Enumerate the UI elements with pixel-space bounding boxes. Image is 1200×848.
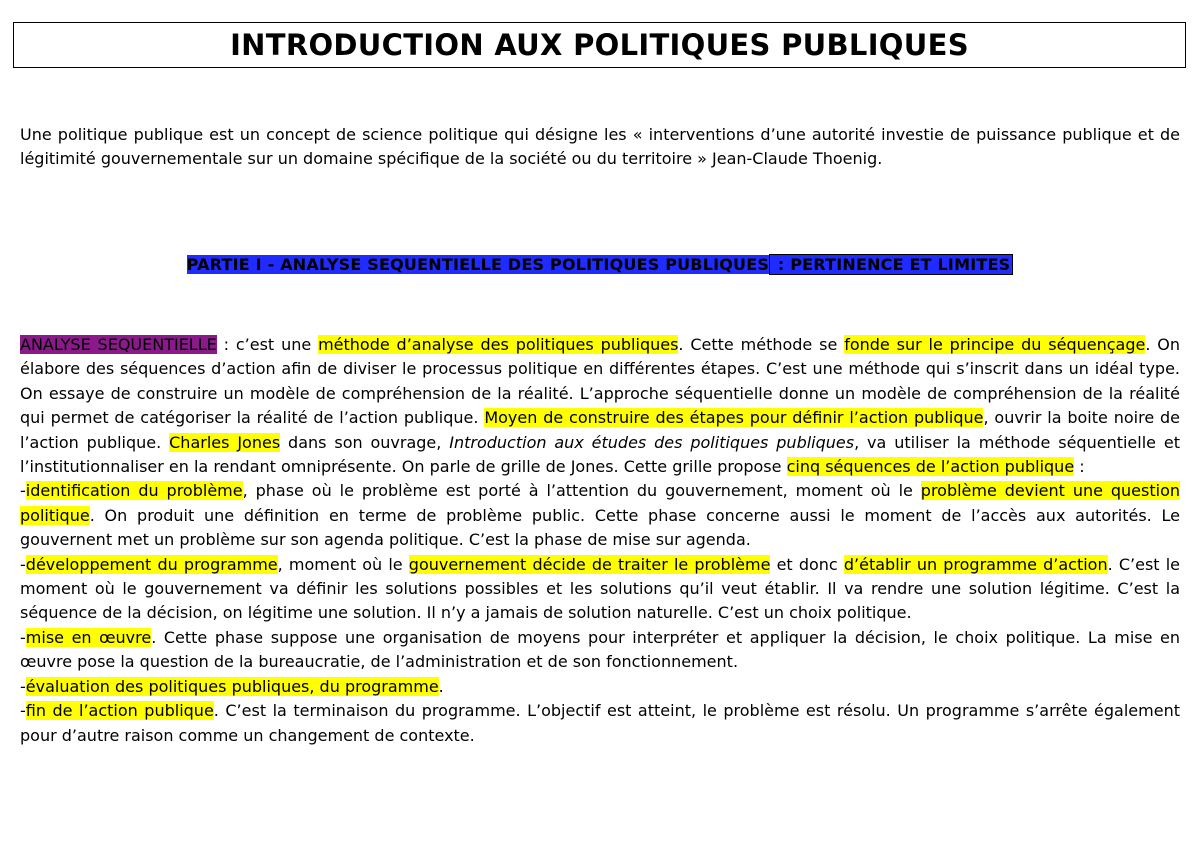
text-run: . Cette méthode se: [678, 335, 845, 354]
highlight-text: Moyen de construire des étapes pour définir l’action publique: [484, 408, 984, 428]
list-item: [20, 699, 1180, 748]
list-item: [20, 553, 1180, 626]
highlight-text: évaluation des politiques publiques, du programme: [25, 676, 439, 696]
text-run: . On produit une définition en terme de problème public. Cette phase concerne aussi le moment de l’accès aux autorités. Le gouvernent met un problème sur son agenda politique. C’est la phase de mise sur agenda.: [20, 505, 1180, 550]
highlight-text: identification du problème: [25, 481, 243, 501]
text-run: , moment où le: [277, 554, 409, 574]
list-item: [20, 479, 1180, 552]
text-run: .: [438, 676, 444, 696]
highlight-text: gouvernement décide de traiter le problème: [408, 554, 771, 574]
text-run: . C’est la terminaison du programme. L’objectif est atteint, le problème est résolu. Un programme s’arrête également pour d’autre raison comme un changement de contexte.: [20, 701, 1180, 745]
part-heading-subtitle: : PERTINENCE ET LIMITES: [769, 254, 1013, 275]
body-text: [20, 333, 1180, 748]
text-run: . C’est le moment où le gouvernement va définir les solutions possibles et les solutions qu’il veut établir. Il va rendre une solution légitime. C’est la séquence de la décision, on légitime une solution. Il n’y a jamais de solution naturelle. C’est un choix politique.: [20, 554, 1180, 623]
highlight-text: développement du programme: [25, 554, 278, 574]
part-heading: [187, 253, 1014, 277]
highlight-text: fin de l’action publique: [25, 701, 214, 721]
text-run: : c’est une: [216, 335, 319, 354]
title-box: [13, 22, 1186, 68]
highlight-text: méthode d’analyse des politiques publiques: [318, 335, 679, 354]
term-analyse-sequentielle: ANALYSE SEQUENTIELLE: [20, 335, 217, 354]
text-run: dans son ouvrage,: [280, 432, 450, 452]
text-run: -: [20, 676, 26, 696]
text-run: -: [20, 627, 26, 647]
highlight-text: cinq séquences de l’action publique: [786, 457, 1075, 477]
text-run: , phase où le problème est porté à l’attention du gouvernement, moment où le: [242, 481, 921, 501]
text-run: -: [20, 554, 26, 574]
part-heading-wrap: [0, 253, 1200, 277]
highlight-text: mise en œuvre: [25, 627, 152, 647]
highlight-text: Charles Jones: [169, 432, 281, 452]
intro-paragraph: Une politique publique est un concept de science politique qui désigne les « interventions d’une autorité investie de puissance publique et de légitimité gouvernementale sur un domaine spécifique de la société ou du territoire » Jean-Claude Thoenig.: [20, 125, 1180, 169]
text-run: . Cette phase suppose une organisation de moyens pour interpréter et appliquer la décision, le choix politique. La mise en œuvre pose la question de la bureaucratie, de l’administration et de son fonctionnement.: [20, 627, 1181, 672]
text-run: , ouvrir la boite noire de l’action publique.: [20, 408, 1181, 452]
text-run: et donc: [770, 554, 844, 574]
list-item: [20, 626, 1180, 675]
highlight-text: problème devient une question politique: [20, 481, 1180, 525]
text-run: , va utiliser la méthode séquentielle et l’institutionnaliser en la rendant omniprésente. On parle de grille de Jones. Cette grille propose: [20, 432, 1181, 477]
section-analyse: [20, 333, 1180, 479]
text-run: . On élabore des séquences d’action afin de diviser le processus politique en différentes étapes. C’est une méthode qui s’inscrit dans un idéal type. On essaye de construire un modèle de compréhension de la réalité. L’approche séquentielle donne un modèle de compréhension de la réalité qui permet de catégoriser la réalité de l’action publique.: [20, 335, 1181, 428]
part-heading-title: PARTIE I - ANALYSE SEQUENTIELLE DES POLITIQUES PUBLIQUES: [186, 255, 770, 274]
list-item: [20, 675, 1180, 699]
highlight-text: d’établir un programme d’action: [843, 554, 1108, 574]
highlight-text: fonde sur le principe du séquençage: [844, 335, 1146, 354]
book-title: Introduction aux études des politiques publiques: [449, 432, 855, 452]
text-run: -: [20, 701, 26, 721]
document-title: INTRODUCTION AUX POLITIQUES PUBLIQUES: [230, 28, 969, 62]
text-run: -: [20, 481, 26, 501]
text-run: :: [1074, 457, 1085, 477]
